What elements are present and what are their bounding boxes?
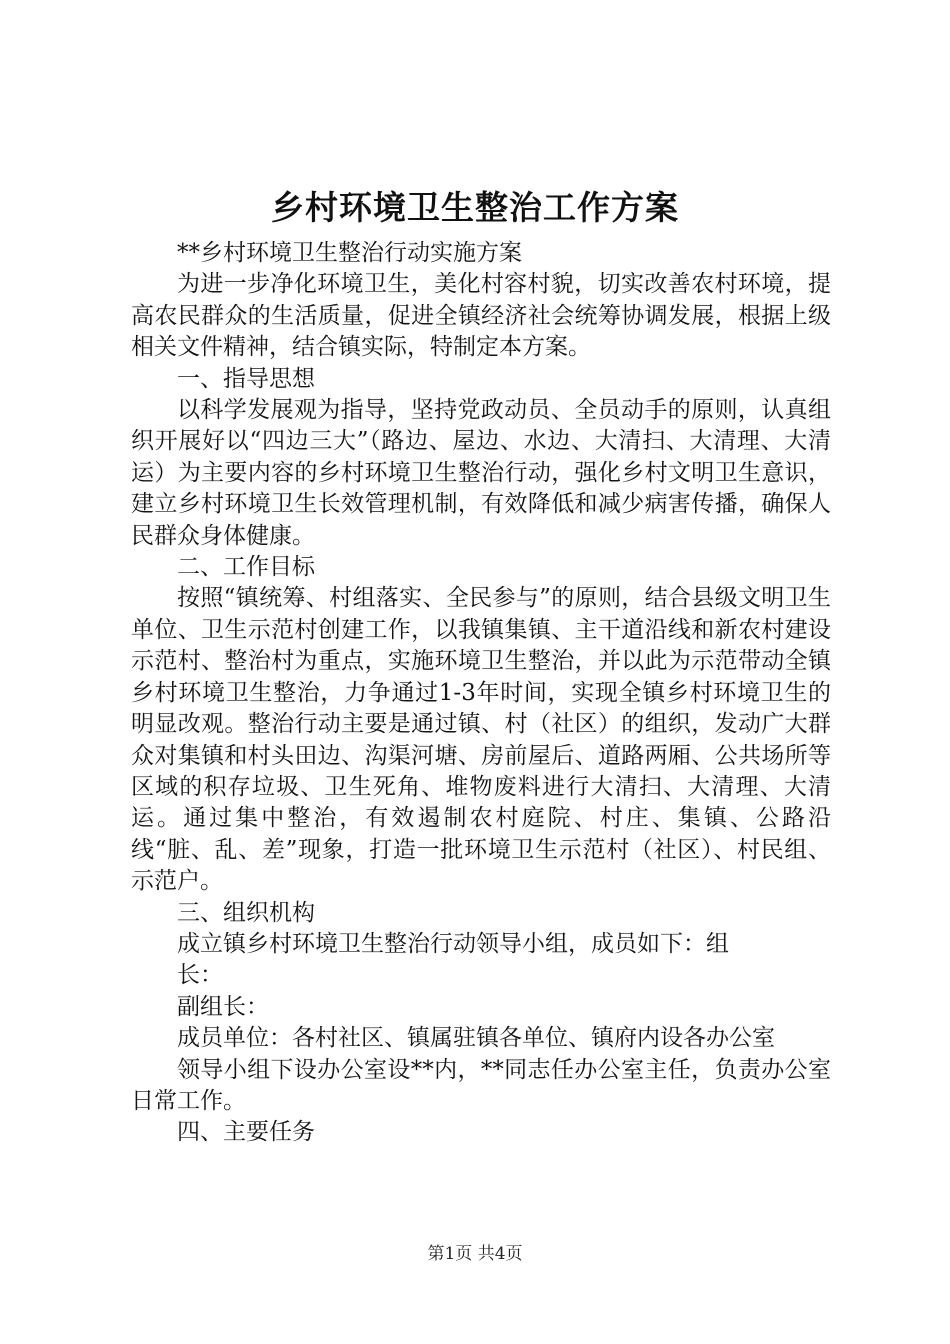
intro-paragraph: 为进一步净化环境卫生，美化村容村貌，切实改善农村环境，提高农民群众的生活质量，促进全镇经济社会统筹协调发展，根据上级相关文件精神，结合镇实际，特制定本方案。 — [131, 271, 831, 361]
organization-paragraph: 成立镇乡村环境卫生整治行动领导小组，成员如下：组 — [177, 930, 729, 957]
leader-line: 长： — [177, 962, 223, 989]
page-number-footer: 第1页 共4页 — [427, 1244, 523, 1264]
subtitle-paragraph: **乡村环境卫生整治行动实施方案 — [177, 240, 522, 266]
document-body — [131, 238, 831, 1149]
section-heading-1: 一、指导思想 — [177, 365, 315, 392]
work-goal-paragraph: 按照“镇统筹、村组落实、全民参与”的原则，结合县级文明卫生单位、卫生示范村创建工作，以我镇集镇、主干道沿线和新农村建设示范村、整治村为重点，实施环境卫生整治，并以此为示范带动全镇乡村环境卫生整治，力争通过1-3年时间，实现全镇乡村环境卫生的明显改观。整治行动主要是通过镇、村（社区）的组织，发动广大群众对集镇和村头田边、沟渠河塘、房前屋后、道路两厢、公共场所等区域的积存垃圾、卫生死角、堆物废料进行大清扫、大清理、大清运。通过集中整治，有效遏制农村庭院、村庄、集镇、公路沿线“脏、乱、差”现象，打造一批环境卫生示范村（社区）、村民组、示范户。 — [131, 585, 831, 895]
section-heading-2: 二、工作目标 — [177, 554, 315, 581]
document-title: 乡村环境卫生整治工作方案 — [271, 188, 679, 227]
member-units-paragraph: 成员单位：各村社区、镇属驻镇各单位、镇府内设各办公室 — [177, 1025, 775, 1052]
section-heading-3: 三、组织机构 — [177, 899, 315, 926]
guiding-thought-paragraph: 以科学发展观为指导，坚持党政动员、全员动手的原则，认真组织开展好以“四边三大”（路边、屋边、水边、大清扫、大清理、大清运）为主要内容的乡村环境卫生整治行动，强化乡村文明卫生意识，建立乡村环境卫生长效管理机制，有效降低和减少病害传播，确保人民群众身体健康。 — [131, 397, 831, 549]
section-heading-4: 四、主要任务 — [177, 1119, 315, 1146]
office-paragraph: 领导小组下设办公室设**内，**同志任办公室主任，负责办公室日常工作。 — [131, 1056, 831, 1114]
deputy-leader-line: 副组长： — [177, 993, 269, 1020]
